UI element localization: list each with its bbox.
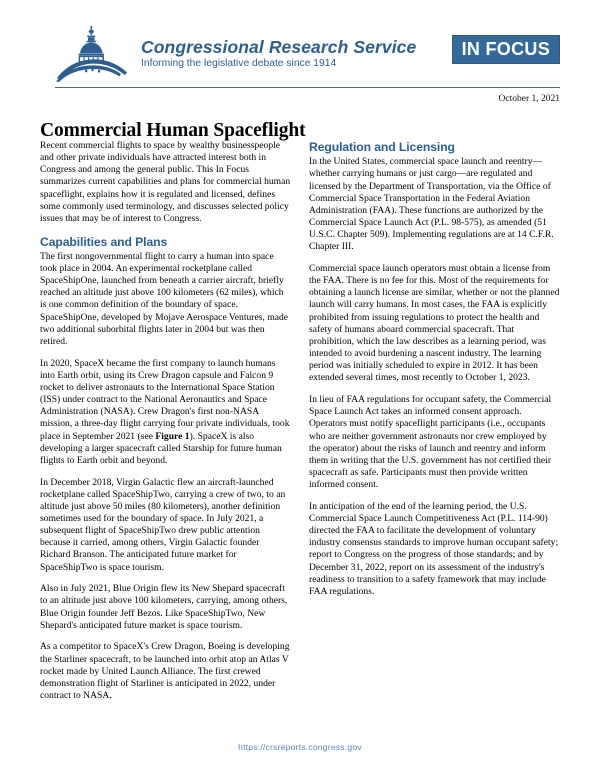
capitol-dome-icon <box>55 26 133 82</box>
footer-url[interactable]: https://crsreports.congress.gov <box>238 742 362 752</box>
paragraph-competitiveness-act: In anticipation of the end of the learning period, the U.S. Commercial Space Launch Competitiveness Act (P.L. 114-90) directed the FAA to facilitate the development of voluntary industry consensus standards to improve human occupant safety; report to Congress on the progress of those standards; and by December 31, 2022, report on its assessment of the industry's readiness to transition to a safety framework that may include FAA regulations. <box>309 500 559 597</box>
right-column <box>309 140 560 702</box>
page-title: Commercial Human Spaceflight <box>40 120 306 142</box>
article-columns <box>40 140 560 702</box>
paragraph-virgin-galactic: In December 2018, Virgin Galactic flew an aircraft-launched rocketplane called SpaceShipTwo, carrying a crew of two, to an altitude just above 50 miles (80 kilometers), another definition sometimes used for the boundary of space. In July 2021, a subsequent flight of SpaceShipTwo drew public attention because it carried, among others, Virgin Galactic founder Richard Branson. The anticipated future market for SpaceShipTwo is space tourism. <box>40 476 286 573</box>
document-date: October 1, 2021 <box>498 94 560 104</box>
left-column <box>40 140 291 702</box>
brand-name: Congressional Research Service <box>141 37 417 57</box>
masthead-divider <box>55 87 560 88</box>
paragraph-faa-authority: In the United States, commercial space launch and reentry—whether carrying humans or just cargo—are regulated and licensed by the Department of Transportation, via the Office of Commercial Space Transportation in the Federal Aviation Administration (FAA). These functions are authorized by the Commercial Space Launch Act (P.L. 98-575), as amended (51 U.S.C. Chapter 509). Implementing regulations are at 14 C.F.R. Chapter III. <box>309 156 554 253</box>
paragraph-blue-origin: Also in July 2021, Blue Origin flew its New Shepard spacecraft to an altitude just above 100 kilometers, carrying, among others, Blue Origin founder Jeff Bezos. Like SpaceShipTwo, New Shepard's anticipated future market is space tourism. <box>40 583 288 631</box>
section-heading-regulation: Regulation and Licensing <box>309 140 455 154</box>
paragraph-spaceshipone: The first nongovernmental flight to carry a human into space took place in 2004. An experimental rocketplane called SpaceShipOne, launched from beneath a carrier aircraft, briefly reached an altitude just above 100 kilometers (62 miles), which is one common definition of the boundary of space. SpaceShipOne, developed by Mojave Aerospace Ventures, made two additional suborbital flights later in 2004 but was then retired. <box>40 250 289 347</box>
paragraph-boeing-starliner: As a competitor to SpaceX's Crew Dragon, Boeing is developing the Starliner spacecraft, to be launched into orbit atop an Atlas V rocket made by United Launch Alliance. The first crewed demonstration flight of Starliner is anticipated in 2022, under contract to NASA. <box>40 641 290 701</box>
paragraph-spacex-part-a: In 2020, SpaceX became the first company to launch humans into Earth orbit, using its Crew Dragon capsule and Falcon 9 rocket to deliver astronauts to the International Space Station (ISS) under contract to the National Aeronautics and Space Administration (NASA). Crew Dragon's first non-NASA mission, a three-day flight carrying four private individuals, took place in September 2021 (see <box>40 357 290 442</box>
section-heading-capabilities: Capabilities and Plans <box>40 234 168 249</box>
brand-tagline: Informing the legislative debate since 1914 <box>141 58 337 70</box>
masthead <box>55 26 560 82</box>
brand-block <box>141 38 416 69</box>
in-focus-badge: IN FOCUS <box>452 35 560 64</box>
paragraph-informed-consent: In lieu of FAA regulations for occupant safety, the Commercial Space Launch Act takes an informed consent approach. Operators must notify spaceflight participants (i.e., occupants who are neither government astronauts nor crew employed by the operator) about the risks of launch and reentry and inform them in writing that the U.S. government has not certified their spacecraft as safe. Participants must then provide written informed consent. <box>309 394 552 491</box>
intro-paragraph: Recent commercial flights to space by wealthy businesspeople and other private individuals have attracted interest both in Congress and among the general public. This In Focus summarizes current capabilities and plans for commercial human spaceflight, explains how it is regulated and licensed, defines some commonly used terminology, and discusses selected policy issues that may be of interest to Congress. <box>40 140 291 224</box>
figure-reference: Figure 1 <box>155 430 190 442</box>
paragraph-licensing: Commercial space launch operators must obtain a license from the FAA. There is no fee for this. Most of the requirements for obtaining a launch license are similar, whether or not the planned launch will carry humans. In most cases, the FAA is explicitly prohibited from issuing regulations to protect the health and safety of humans aboard commercial spacecraft. That prohibition, which the law describes as a learning period, was intended to avoid burdening a nascent industry. The learning period was initially scheduled to expire in 2012. It has been extended several times, most recently to October 1, 2023. <box>309 263 560 384</box>
paragraph-spacex <box>40 358 291 467</box>
paragraph-spacex-part-b: ). SpaceX is also developing a larger spacecraft called Starship for future human flights to Earth orbit and beyond. <box>40 430 282 466</box>
